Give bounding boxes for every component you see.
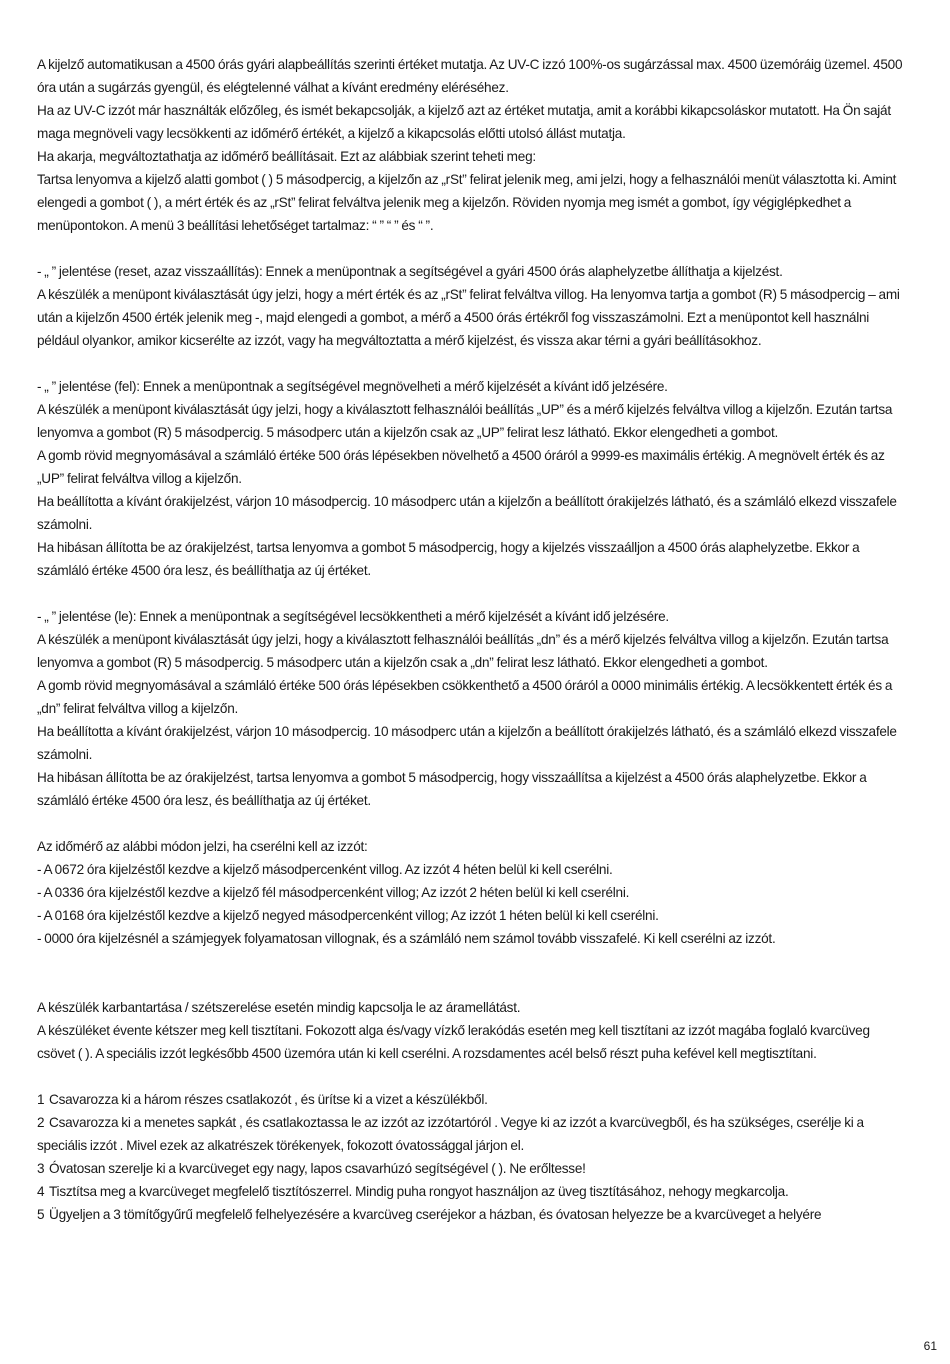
step-text: Ügyeljen a 3 tömítőgyűrű megfelelő felhelyezésére a kvarcüveg cseréjekor a házban, és óvatosan helyezze be a kvarcüveget a helyére [49,1207,822,1222]
list-item [37,1111,903,1157]
page-number: 61 [923,1339,937,1353]
spacer [37,1065,903,1088]
down-paragraph-3: Ha beállította a kívánt órakijelzést, várjon 10 másodpercig. 10 másodperc után a kijelzőn a beállított órakijelzés látható, és a számláló elkezd visszafele számolni. [37,724,897,762]
intro-paragraph-1: A kijelző automatikusan a 4500 órás gyári alapbeállítás szerinti értéket mutatja. Az UV-C izzó 100%-os sugárzással max. 4500 üzemóráig üzemel. 4500 óra után a sugárzás gyengül, és elégtelenné válhat a kívánt eredmény eléréséhez. [37,57,903,95]
spacer [37,582,903,605]
warning-lead: Az időmérő az alábbi módon jelzi, ha cserélni kell az izzót: [37,839,368,854]
step-text: Tisztítsa meg a kvarcüveget megfelelő tisztítószerrel. Mindig puha rongyot használjon az üveg tisztításához, nehogy megkarcolja. [49,1184,789,1199]
spacer [37,237,903,260]
warning-item-4: - 0000 óra kijelzésnél a számjegyek folyamatosan villognak, és a számláló nem számol tovább visszafelé. Ki kell cserélni az izzót. [37,931,776,946]
up-paragraph-1: A készülék a menüpont kiválasztását úgy jelzi, hogy a kiválasztott felhasználói beállítás „UP” és a mérő kijelzés felváltva villog a kijelzőn. Ezután tartsa lenyomva a gombot (R) 5 másodpercig. 5 másodperc után a kijelzőn csak az „UP” felirat lesz látható. Ekkor elengedheti a gombot. [37,402,893,440]
list-item [37,1203,903,1226]
intro-paragraph-2: Ha az UV-C izzót már használták előzőleg, és ismét bekapcsolják, a kijelző azt az értéket mutatja, amit a korábbi kikapcsoláskor mutatott. Ha Ön saját maga megnöveli vagy lecsökkenti az időmérő értékét, a kijelző a kikapcsolás előtti utolsó állást mutatja. [37,103,891,141]
up-heading: - „ ” jelentése (fel): Ennek a menüpontnak a segítségével megnövelheti a mérő kijelzését a kívánt idő jelzésére. [37,379,668,394]
list-item [37,1180,903,1203]
up-paragraph-2: A gomb rövid megnyomásával a számláló értéke 500 órás lépésekben növelhető a 4500 óráról a 9999-es maximális értékig. A megnövelt érték és az „UP” felirat felváltva villog a kijelzőn. [37,448,885,486]
step-number: 4 [37,1184,45,1199]
down-heading: - „ ” jelentése (le): Ennek a menüpontnak a segítségével lecsökkentheti a mérő kijelzését a kívánt idő jelzésére. [37,609,669,624]
warning-item-3: - A 0168 óra kijelzéstől kezdve a kijelző negyed másodpercenként villog; Az izzót 1 héten belül ki kell cserélni. [37,908,659,923]
spacer [37,812,903,835]
spacer [37,352,903,375]
reset-paragraph: A készülék a menüpont kiválasztását úgy jelzi, hogy a mért érték és az „rSt” felirat felváltva villog. Ha lenyomva tartja a gombot (R) 5 másodpercig – ami után a kijelzőn 4500 érték jelenik meg -, majd elengedi a gombot, a mérő a 4500 órás értékről fog visszaszámolni. Ezt a menüpontot kell használni például olyankor, amikor kicserélte az izzót, vagy ha megváltoztatta a mérő kijelzést, és vissza akar térni a gyári beállításokhoz. [37,287,900,348]
warning-item-2: - A 0336 óra kijelzéstől kezdve a kijelző fél másodpercenként villog; Az izzót 2 héten belül ki kell cserélni. [37,885,630,900]
maintenance-paragraph-2: A készüléket évente kétszer meg kell tisztítani. Fokozott alga és/vagy vízkő lerakódás esetén meg kell tisztítani az izzót magába foglaló kvarcüveg csövet ( ). A speciális izzót legkésőbb 4500 üzemóra után ki kell cserélni. A rozsdamentes acél belső részt puha kefével kell megtisztítani. [37,1023,870,1061]
up-paragraph-3: Ha beállította a kívánt órakijelzést, várjon 10 másodpercig. 10 másodperc után a kijelzőn a beállított órakijelzés látható, és a számláló elkezd visszafele számolni. [37,494,897,532]
step-text: Csavarozza ki a három részes csatlakozót , és ürítse ki a vizet a készülékből. [49,1092,488,1107]
step-text: Csavarozza ki a menetes sapkát , és csatlakoztassa le az izzót az izzótartóról . Vegye ki az izzót a kvarcüvegből, és ha szükséges, cserélje ki a speciális izzót . Mivel ezek az alkatrészek törékenyek, fokozott óvatossággal járjon el. [37,1115,864,1153]
spacer [37,950,903,996]
warning-item-1: - A 0672 óra kijelzéstől kezdve a kijelző másodpercenként villog. Az izzót 4 héten belül ki kell cserélni. [37,862,613,877]
list-item [37,1157,903,1180]
step-number: 2 [37,1115,45,1130]
step-number: 1 [37,1092,45,1107]
step-text: Óvatosan szerelje ki a kvarcüveget egy nagy, lapos csavarhúzó segítségével ( ). Ne erőltesse! [49,1161,586,1176]
reset-heading: - „ ” jelentése (reset, azaz visszaállítás): Ennek a menüpontnak a segítségével a gyári 4500 órás alaphelyzetbe állíthatja a kijelzést. [37,264,783,279]
down-paragraph-2: A gomb rövid megnyomásával a számláló értéke 500 órás lépésekben csökkenthető a 4500 óráról a 0000 minimális értékig. A lecsökkentett érték és a „dn” felirat felváltva villog a kijelzőn. [37,678,893,716]
down-paragraph-1: A készülék a menüpont kiválasztását úgy jelzi, hogy a kiválasztott felhasználói beállítás „dn” és a mérő kijelzés felváltva villog a kijelzőn. Ezután tartsa lenyomva a gombot (R) 5 másodpercig. 5 másodperc után a kijelzőn csak a „dn” felirat lesz látható. Ekkor elengedheti a gombot. [37,632,889,670]
list-item [37,1088,903,1111]
intro-paragraph-3: Ha akarja, megváltoztathatja az időmérő beállításait. Ezt az alábbiak szerint teheti meg: [37,149,536,164]
step-number: 5 [37,1207,45,1222]
down-paragraph-4: Ha hibásan állította be az órakijelzést, tartsa lenyomva a gombot 5 másodpercig, hogy visszaállítsa a kijelzést a 4500 órás alaphelyzetbe. Ekkor a számláló értéke 4500 óra lesz, és beállíthatja az új értéket. [37,770,867,808]
document-body [37,53,903,1226]
up-paragraph-4: Ha hibásan állította be az órakijelzést, tartsa lenyomva a gombot 5 másodpercig, hogy a kijelzés visszaálljon a 4500 órás alaphelyzetbe. Ekkor a számláló értéke 4500 óra lesz, és beállíthatja az új értéket. [37,540,860,578]
maintenance-paragraph-1: A készülék karbantartása / szétszerelése esetén mindig kapcsolja le az áramellátást. [37,1000,521,1015]
step-number: 3 [37,1161,45,1176]
step-list [37,1088,903,1226]
intro-paragraph-4: Tartsa lenyomva a kijelző alatti gombot ( ) 5 másodpercig, a kijelzőn az „rSt” felirat jelenik meg, ami jelzi, hogy a felhasználói menüt választotta ki. Amint elengedi a gombot ( ), a mért érték és az „rSt” felirat felváltva jelenik meg a kijelzőn. Röviden nyomja meg ismét a gombot, így végiglépkedhet a menüpontokon. A menü 3 beállítási lehetőséget tartalmaz: “ ” “ ” és “ ”. [37,172,897,233]
